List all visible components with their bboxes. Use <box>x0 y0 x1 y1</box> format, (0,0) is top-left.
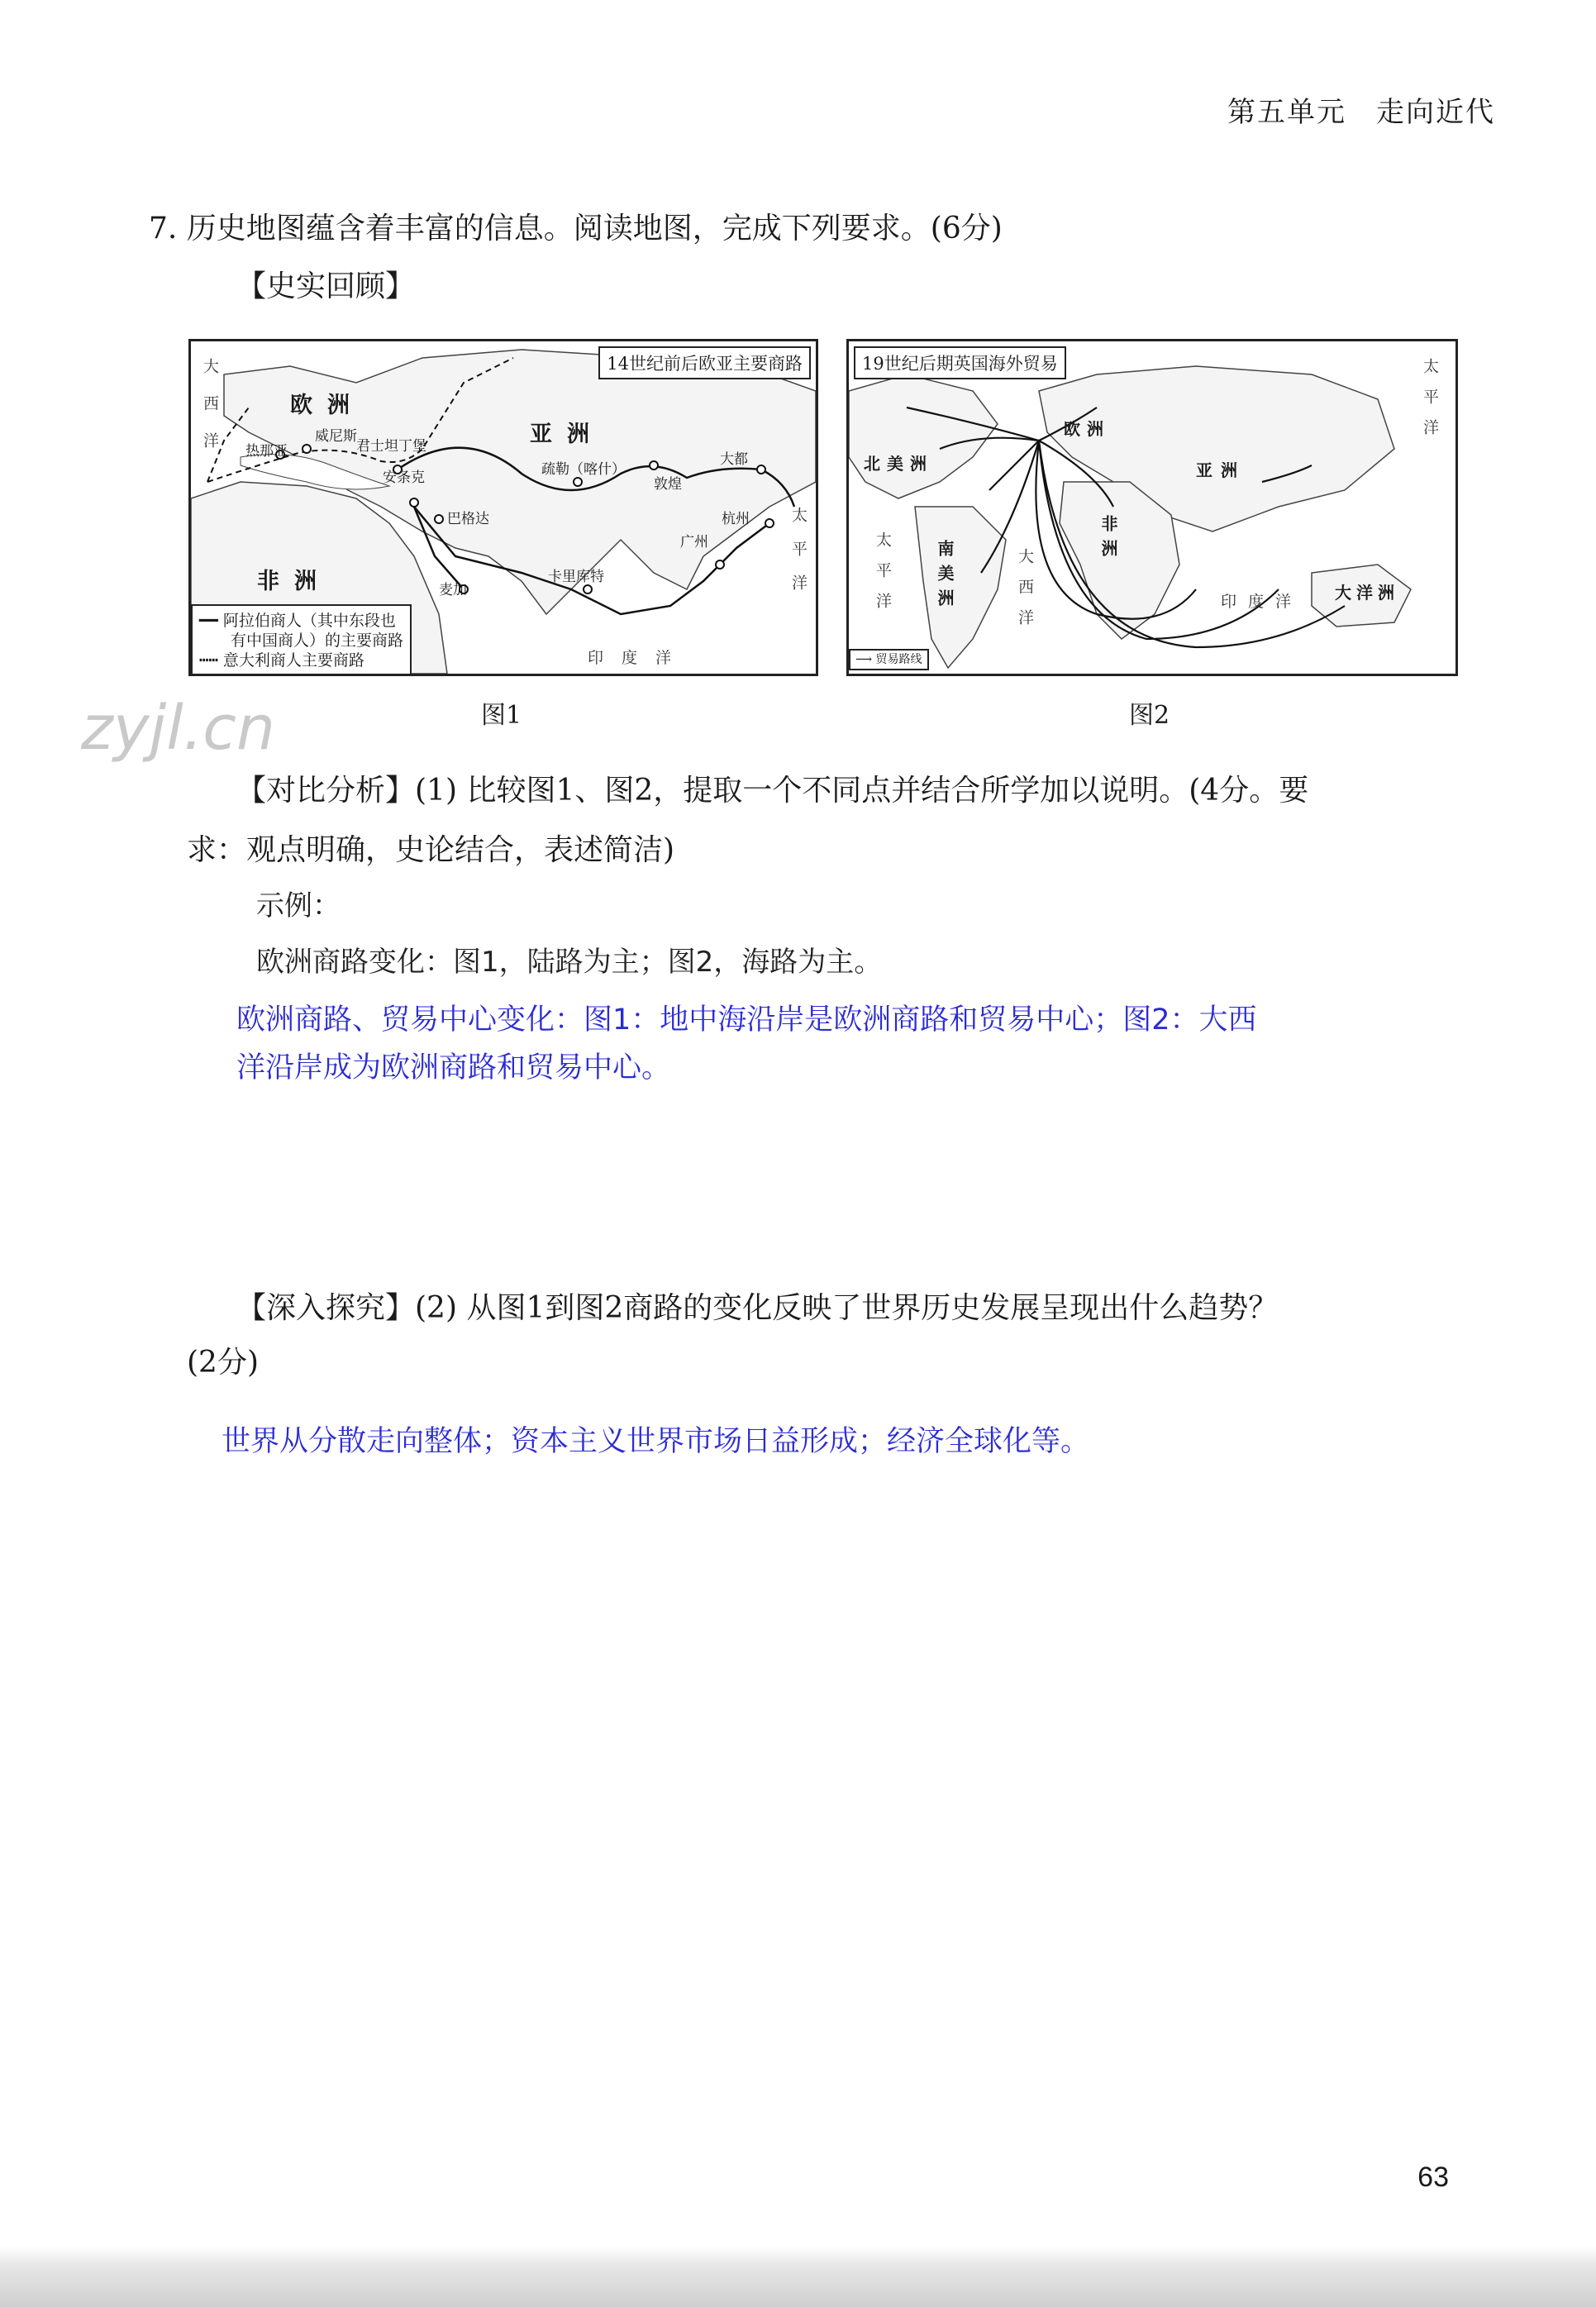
part1-answer-line1: 欧洲商路、贸易中心变化：图1：地中海沿岸是欧洲商路和贸易中心；图2：大西 <box>236 1003 1257 1037</box>
map1-place: 卡里库特 <box>548 569 604 585</box>
part1-prompt-line2: 求：观点明确，史论结合，表述简洁) <box>187 833 675 867</box>
part1-example-label: 示例： <box>256 889 341 922</box>
map1-city-marker <box>574 478 582 486</box>
part1-answer-line2: 洋沿岸成为欧洲商路和贸易中心。 <box>236 1051 671 1084</box>
map2-legend: ⟶ 贸易路线 <box>849 649 929 670</box>
map1-city-marker <box>765 519 774 527</box>
map2-label-north-america: 北美洲 <box>864 454 933 474</box>
map-figure-1 <box>188 339 818 676</box>
figure2-caption: 图2 <box>1129 701 1170 730</box>
map1-place: 热那亚 <box>245 443 288 460</box>
figure1-caption: 图1 <box>481 701 522 730</box>
map1-place: 麦加 <box>439 582 467 598</box>
map1-city-marker <box>716 560 724 569</box>
map1-label-africa: 非洲 <box>257 569 331 594</box>
map1-legend-arab-line2: 有中国商人）的主要商路 <box>231 632 404 650</box>
part2-answer: 世界从分散走向整体；资本主义世界市场日益形成；经济全球化等。 <box>222 1425 1090 1458</box>
map1-legend <box>191 604 412 676</box>
watermark: zyjl.cn <box>81 693 275 764</box>
map1-place: 威尼斯 <box>315 428 357 445</box>
map2-label-oceania: 大洋洲 <box>1335 583 1399 603</box>
part2-prompt-line1: 【深入探究】(2) 从图1到图2商路的变化反映了世界历史发展呈现出什么趋势？ <box>236 1291 1279 1325</box>
map2-label-asia: 亚洲 <box>1196 460 1246 480</box>
unit-header: 第五单元 走向近代 <box>1227 96 1495 129</box>
map2-ocean-atlantic: 大西洋 <box>1016 548 1034 640</box>
map1-city-marker <box>584 585 592 593</box>
map1-label-europe: 欧洲 <box>290 393 364 418</box>
section-review-label: 【史实回顾】 <box>236 269 416 303</box>
part2-prompt-line2: (2分) <box>187 1346 259 1380</box>
map1-legend-italian: ┅┅ 意大利商人主要商路 <box>199 651 364 670</box>
map1-legend-arab-line1: ━━ 阿拉伯商人（其中东段也 <box>199 612 396 630</box>
map1-ocean-pacific: 太平洋 <box>789 507 808 608</box>
map1-title: 14世纪前后欧亚主要商路 <box>598 346 811 379</box>
map2-north-america-land <box>849 374 998 498</box>
map2-south-america-land <box>915 507 1006 668</box>
map2-ocean-pacific-east: 太平洋 <box>874 531 892 623</box>
map1-city-marker <box>757 465 765 474</box>
map2-ocean-pacific-west: 太平洋 <box>1421 358 1439 450</box>
map2-label-europe: 欧洲 <box>1064 419 1110 439</box>
map1-place: 巴格达 <box>447 511 489 527</box>
page-edge-shadow <box>0 2247 1596 2307</box>
map1-ocean-atlantic: 大西洋 <box>201 358 219 470</box>
map2-title: 19世纪后期英国海外贸易 <box>854 346 1066 379</box>
map1-city-marker <box>650 461 658 470</box>
map1-place: 疏勒（喀什） <box>541 461 626 478</box>
map1-place: 敦煌 <box>654 476 682 493</box>
map1-place: 安条克 <box>383 470 425 486</box>
page-number: 63 <box>1417 2162 1449 2193</box>
map2-label-south-america: 南美洲 <box>935 540 955 614</box>
map1-place: 杭州 <box>722 511 750 527</box>
map1-ocean-indian: 印度洋 <box>588 649 690 667</box>
map-figure-2 <box>846 339 1458 676</box>
map2-ocean-indian: 印度洋 <box>1221 593 1303 611</box>
map1-place: 君士坦丁堡 <box>356 438 426 455</box>
map2-drawing <box>849 341 1455 674</box>
part1-prompt-line1: 【对比分析】(1) 比较图1、图2，提取一个不同点并结合所学加以说明。(4分。要 <box>236 774 1309 808</box>
question-title: 7. 历史地图蕴含着丰富的信息。阅读地图，完成下列要求。(6分) <box>149 212 1003 245</box>
map1-label-asia: 亚洲 <box>530 422 604 447</box>
map1-city-marker <box>435 515 443 523</box>
map1-place: 大都 <box>720 451 748 468</box>
map2-label-africa: 非洲 <box>1098 515 1118 565</box>
part1-example-text: 欧洲商路变化：图1，陆路为主；图2，海路为主。 <box>256 946 883 979</box>
map1-city-marker <box>410 498 418 507</box>
map1-place: 广州 <box>680 534 708 551</box>
map1-city-marker <box>303 445 311 453</box>
